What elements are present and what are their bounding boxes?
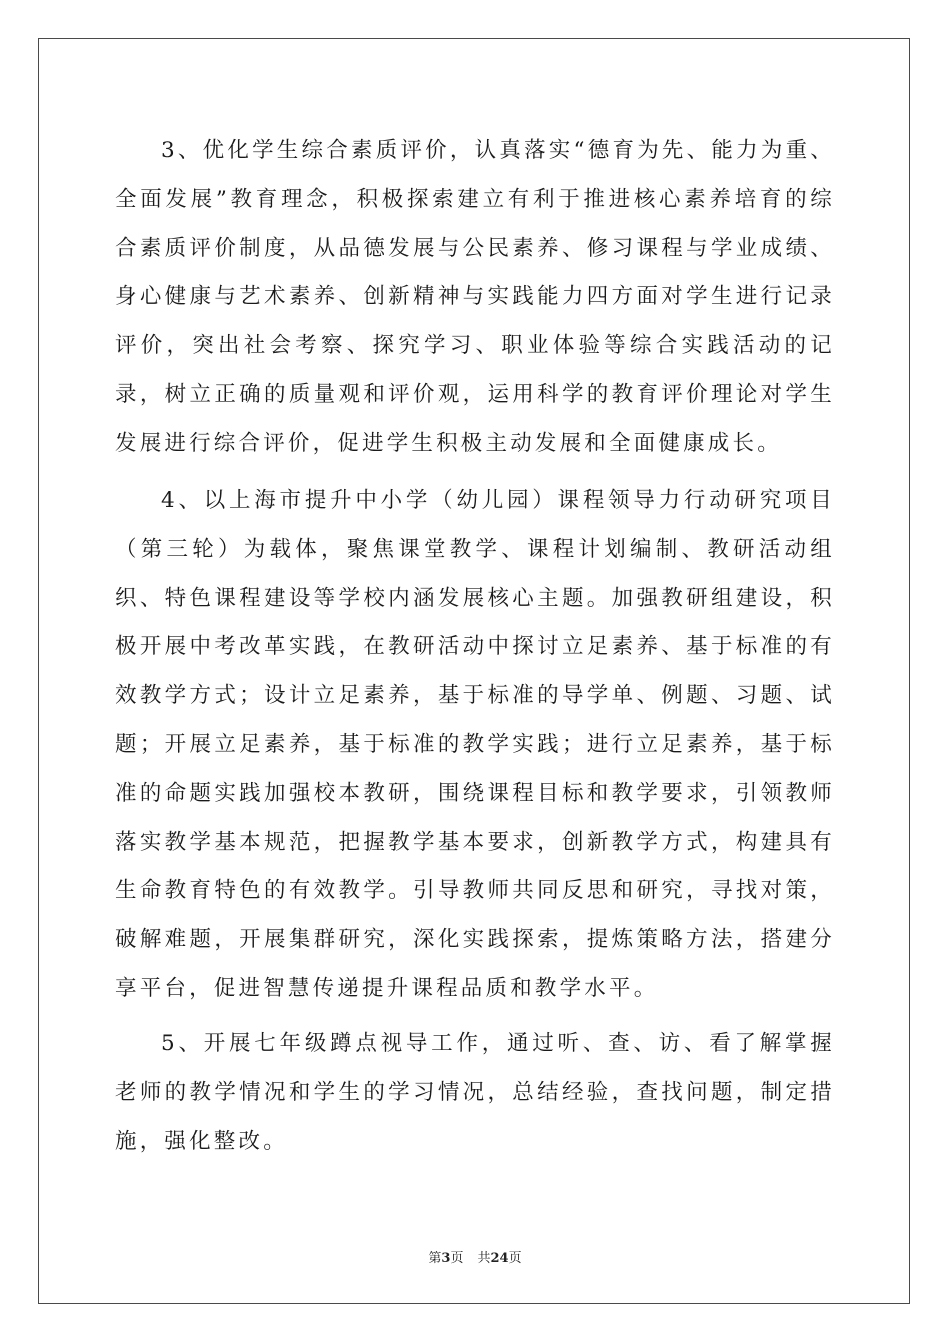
document-body <box>115 127 835 1166</box>
paragraph-4: 4、以上海市提升中小学（幼儿园）课程领导力行动研究项目（第三轮）为载体，聚焦课堂教学、课程计划编制、教研活动组织、特色课程建设等学校内涵发展核心主题。加强教研组建设，积极开展中考改革实践，在教研活动中探讨立足素养、基于标准的有效教学方式；设计立足素养，基于标准的导学单、例题、习题、试题；开展立足素养，基于标准的教学实践；进行立足素养，基于标准的命题实践加强校本教研，围绕课程目标和教学要求，引领教师落实教学基本规范，把握教学基本要求，创新教学方式，构建具有生命教育特色的有效教学。引导教师共同反思和研究，寻找对策，破解难题，开展集群研究，深化实践探索，提炼策略方法，搭建分享平台，促进智慧传递提升课程品质和教学水平。 <box>115 488 835 1001</box>
page-number: 3 <box>441 1251 451 1266</box>
page-footer <box>0 1247 950 1266</box>
total-pages: 24 <box>490 1251 509 1266</box>
total-suffix: 页 <box>508 1251 522 1266</box>
total-prefix: 共 <box>477 1251 491 1266</box>
paragraph-5: 5、开展七年级蹲点视导工作，通过听、查、访、看了解掌握老师的教学情况和学生的学习情况，总结经验，查找问题，制定措施，强化整改。 <box>115 1031 835 1154</box>
page-suffix: 页 <box>450 1251 464 1266</box>
paragraph-3: 3、优化学生综合素质评价，认真落实“德育为先、能力为重、全面发展”教育理念，积极探索建立有利于推进核心素养培育的综合素质评价制度，从品德发展与公民素养、修习课程与学业成绩、身心健康与艺术素养、创新精神与实践能力四方面对学生进行记录评价，突出社会考察、探究学习、职业体验等综合实践活动的记录，树立正确的质量观和评价观，运用科学的教育评价理论对学生发展进行综合评价，促进学生积极主动发展和全面健康成长。 <box>115 138 835 456</box>
page-prefix: 第 <box>428 1251 442 1266</box>
